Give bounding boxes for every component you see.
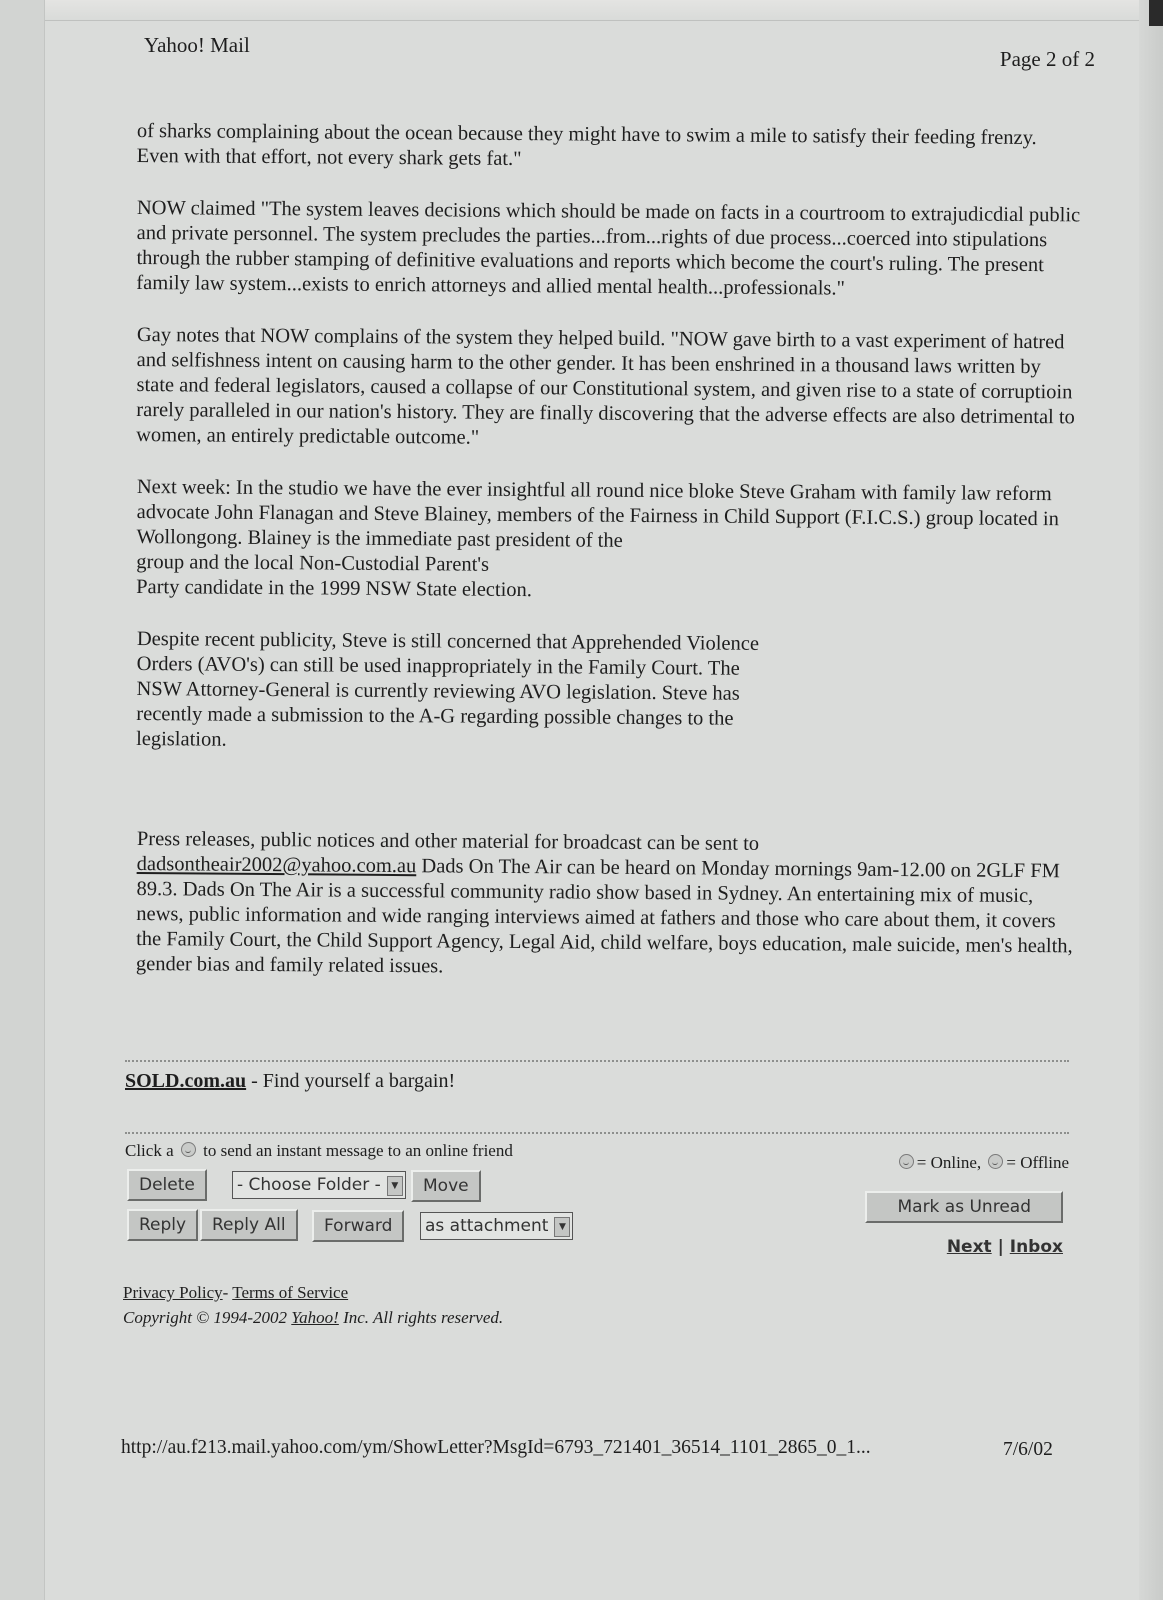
reply-button[interactable]: Reply [127,1209,198,1241]
privacy-policy-link[interactable]: Privacy Policy [123,1283,223,1302]
folder-select-value: - Choose Folder - [237,1175,381,1195]
body-paragraph [136,827,1081,984]
body-text: Press releases, public notices and other material for broadcast can be sent to [136,827,760,855]
online-smiley-icon [899,1154,914,1169]
forward-mode-select[interactable] [420,1212,573,1240]
scan-right-margin [1139,0,1163,1600]
sold-link[interactable]: SOLD.com.au [125,1070,247,1092]
divider [125,1060,1069,1062]
dropdown-arrow-icon: ▼ [387,1176,403,1196]
offline-label: = Offline [1006,1153,1069,1172]
blank-space [137,779,1081,827]
im-note-prefix: Click a [125,1141,174,1160]
body-paragraph: NOW claimed "The system leaves decisions which should be made on facts in a courtroom to extrajudicdial public and private personnel. The system precludes the parties...from...rights of due process...coerced into stipulations through the rubber stamping of definitive evaluations and reports which become the court's ruling. The present family law system...exists to enrich attorneys and allied mental health...professionals." [136,196,1081,300]
copyright-notice [123,1308,503,1328]
copyright-prefix: Copyright © 1994-2002 [123,1308,292,1327]
body-paragraph: of sharks complaining about the ocean because they might have to swim a mile to satisfy their feeding frenzy. Even with that effort, not every shark gets fat." [136,119,1037,171]
ad-tagline: - Find yourself a bargain! [246,1070,456,1092]
yahoo-link[interactable]: Yahoo! [291,1308,339,1327]
inbox-link[interactable]: Inbox [1009,1237,1063,1257]
ad-line [125,1070,455,1093]
status-legend [896,1153,1069,1173]
message-nav [947,1237,1063,1257]
instant-message-note [125,1141,513,1161]
im-note-suffix: to send an instant message to an online friend [203,1141,513,1160]
choose-folder-select[interactable] [232,1171,406,1199]
app-title: Yahoo! Mail [144,33,250,57]
scan-left-margin [0,0,45,1600]
dropdown-arrow-icon: ▼ [554,1217,570,1237]
email-link[interactable]: dadsontheair2002@yahoo.com.au [136,852,417,878]
forward-button[interactable]: Forward [312,1210,404,1242]
mark-as-unread-button[interactable]: Mark as Unread [865,1191,1063,1223]
online-label: = Online, [916,1153,982,1172]
footer-links [123,1283,348,1303]
offline-smiley-icon [988,1154,1003,1169]
nav-separator: | [997,1237,1004,1257]
print-date: 7/6/02 [1003,1439,1053,1460]
scan-top-edge [0,0,1163,21]
body-text: group and the local Non-Custodial Parent's [136,550,490,576]
body-paragraph [136,475,1081,607]
footer-dash: - [222,1283,233,1302]
smiley-icon [181,1142,196,1157]
body-text: Party candidate in the 1999 NSW State election. [136,575,533,602]
body-text: Dads On The Air can be heard on Monday mornings 9am-12.00 on 2GLF FM 89.3. Dads On The Air is a successful community radio show based in Sydney. An entertaining mix of music, news, public information and wide ranging interviews aimed at fathers and those who care about them, it covers the Family Court, the Child Support Agency, Legal Aid, child welfare, boys education, male suicide, men's health, gender bias and family related issues. [135,855,1073,978]
printed-page [45,21,1139,1600]
copyright-suffix: Inc. All rights reserved. [338,1308,504,1327]
next-link[interactable]: Next [946,1237,992,1257]
page-indicator: Page 2 of 2 [999,47,1095,71]
terms-of-service-link[interactable]: Terms of Service [232,1283,349,1302]
move-button[interactable]: Move [411,1170,481,1202]
body-text: Next week: In the studio we have the ever insightful all round nice bloke Steve Graham with family law reform advocate John Flanagan and Steve Blainey, members of the Fairness in Child Support (F.I.C.S.) group located in Wollongong. Blainey is the immediate past president of the [136,475,1059,552]
scan-corner-shadow [1149,0,1163,26]
forward-mode-value: as attachment [425,1216,549,1236]
body-paragraph: Gay notes that NOW complains of the system they helped build. "NOW gave birth to a vast experiment of hatred and selfishness intent on causing harm to the other gender. It has been enshrined in a thousand laws written by state and federal legislators, caused a collapse of our Constitutional system, and given rise to a state of corruptioin rarely paralleled in our nation's history. They are finally discovering that the adverse effects are also detrimental to women, an entirely predictable outcome." [136,323,1075,449]
reply-all-button[interactable]: Reply All [200,1209,298,1241]
divider [125,1132,1069,1134]
delete-button[interactable]: Delete [127,1169,207,1201]
print-url: http://au.f213.mail.yahoo.com/ym/ShowLetter?MsgId=6793_721401_36514_1101_2865_0_1... [121,1437,871,1458]
message-body [137,119,1081,1004]
body-paragraph: Despite recent publicity, Steve is still concerned that Apprehended Violence Orders (AVO's) can still be used inappropriately in the Family Court. The NSW Attorney-General is currently reviewing AVO legislation. Steve has recently made a submission to the A-G regarding possible changes to the legislation. [136,628,760,751]
message-toolbar [125,1139,1069,1269]
